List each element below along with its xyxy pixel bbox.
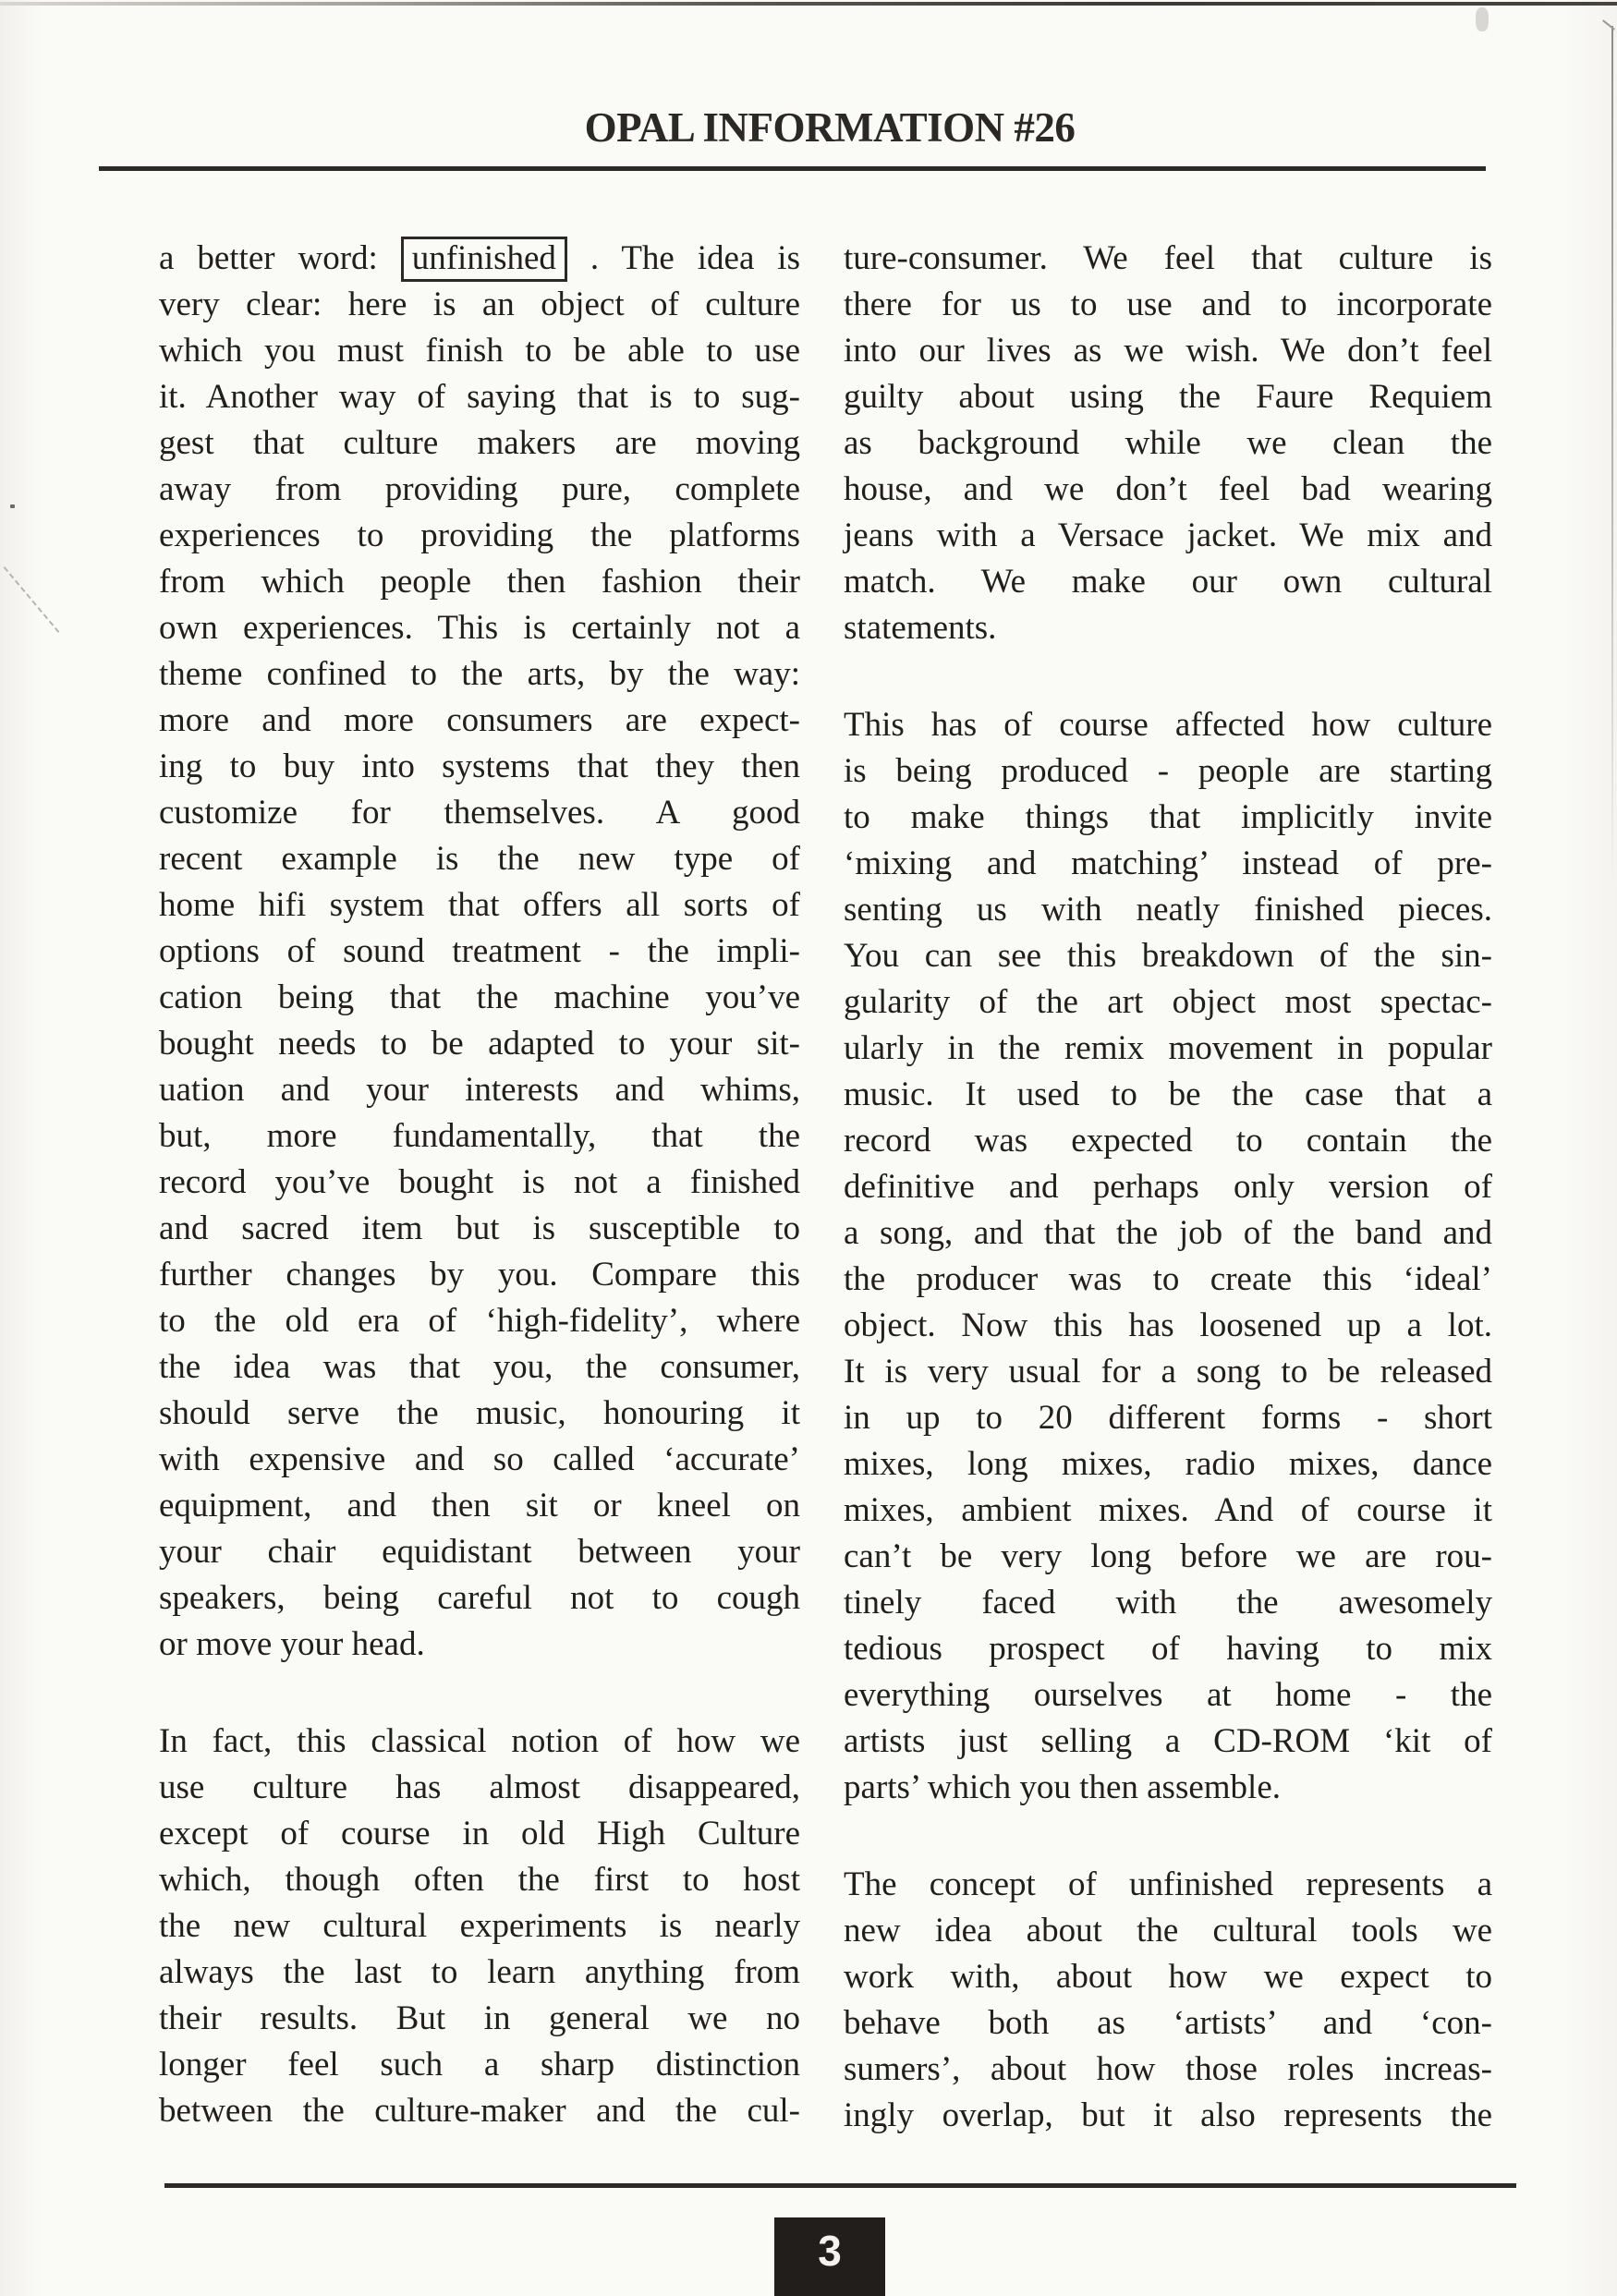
header-rule	[99, 166, 1486, 171]
text-line: In fact, this classical notion of how we	[159, 1722, 800, 1760]
text-line: mixes, ambient mixes. And of course it	[844, 1491, 1492, 1529]
text-line: ingly overlap, but it also represents the	[844, 2096, 1492, 2134]
scan-top-edge-artifact	[0, 2, 1617, 6]
text-line: ing to buy into systems that they then	[159, 747, 800, 785]
text-line: between the culture-maker and the cul-	[159, 2092, 800, 2130]
text-line: theme confined to the arts, by the way:	[159, 655, 800, 693]
text-line: cation being that the machine you’ve	[159, 978, 800, 1016]
text-line: speakers, being careful not to cough	[159, 1579, 800, 1617]
text-line: gularity of the art object most spectac-	[844, 983, 1492, 1021]
scan-diagonal-artifact	[4, 566, 60, 633]
footer-rule	[164, 2183, 1516, 2188]
column-right	[844, 236, 1492, 2139]
text-line: ture-consumer. We feel that culture is	[844, 239, 1492, 277]
text-line: should serve the music, honouring it	[159, 1394, 800, 1432]
text-line: everything ourselves at home - the	[844, 1676, 1492, 1714]
text-line: ularly in the remix movement in popular	[844, 1029, 1492, 1067]
text-line: further changes by you. Compare this	[159, 1256, 800, 1294]
text-line: recent example is the new type of	[159, 840, 800, 878]
text-line: longer feel such a sharp distinction	[159, 2046, 800, 2083]
page-number: 3	[818, 2227, 842, 2275]
text-line: or move your head.	[159, 1625, 425, 1663]
text-line: guilty about using the Faure Requiem	[844, 378, 1492, 416]
boxed-word: unfinished	[401, 237, 567, 282]
text-line: tinely faced with the awesomely	[844, 1584, 1492, 1622]
text-line: more and more consumers are expect-	[159, 701, 800, 739]
text-line: mixes, long mixes, radio mixes, dance	[844, 1445, 1492, 1483]
text-line: ‘mixing and matching’ instead of pre-	[844, 844, 1492, 882]
text-line: and sacred item but is susceptible to	[159, 1209, 800, 1247]
text-line: to the old era of ‘high-fidelity’, where	[159, 1302, 800, 1340]
text-line: music. It used to be the case that a	[844, 1075, 1492, 1113]
text-line: record was expected to contain the	[844, 1122, 1492, 1160]
scan-speck-artifact	[10, 504, 15, 508]
text-line: but, more fundamentally, that the	[159, 1117, 800, 1155]
text-line: the producer was to create this ‘ideal’	[844, 1260, 1492, 1298]
text-line: with expensive and so called ‘accurate’	[159, 1440, 800, 1478]
text-line: This has of course affected how culture	[844, 706, 1492, 744]
text-line: You can see this breakdown of the sin-	[844, 937, 1492, 975]
text-line: definitive and perhaps only version of	[844, 1168, 1492, 1206]
text-line: new idea about the cultural tools we	[844, 1912, 1492, 1950]
text-line: use culture has almost disappeared,	[159, 1768, 800, 1806]
text-line: record you’ve bought is not a finished	[159, 1163, 800, 1201]
text-line: experiences to providing the platforms	[159, 516, 800, 554]
text-line: a better word: unfinished . The idea is	[159, 236, 800, 282]
text-line: the new cultural experiments is nearly	[159, 1907, 800, 1945]
text-line: a song, and that the job of the band and	[844, 1214, 1492, 1252]
text-line: their results. But in general we no	[159, 1999, 800, 2037]
text-line: away from providing pure, complete	[159, 470, 800, 508]
page-title: OPAL INFORMATION #26	[584, 104, 1076, 151]
text-line: options of sound treatment - the impli-	[159, 932, 800, 970]
text-line: own experiences. This is certainly not a	[159, 609, 800, 647]
text-line: parts’ which you then assemble.	[844, 1768, 1281, 1806]
text-line: it. Another way of saying that is to sug-	[159, 378, 800, 416]
text-line: senting us with neatly finished pieces.	[844, 891, 1492, 929]
text-line: which you must finish to be able to use	[159, 332, 800, 370]
scan-corner-artifact	[1602, 19, 1615, 30]
scan-right-edge-artifact	[1611, 26, 1613, 885]
text-line: artists just selling a CD-ROM ‘kit of	[844, 1722, 1492, 1760]
paragraph	[844, 702, 1492, 1811]
text-line: tedious prospect of having to mix	[844, 1630, 1492, 1668]
paragraph	[159, 236, 800, 1668]
text-line: from which people then fashion their	[159, 563, 800, 601]
paragraph	[159, 1719, 800, 2134]
text-line: It is very usual for a song to be released	[844, 1353, 1492, 1391]
text-line: equipment, and then sit or kneel on	[159, 1487, 800, 1525]
text-line: work with, about how we expect to	[844, 1958, 1492, 1996]
text-line: The concept of unfinished represents a	[844, 1865, 1492, 1903]
text-line: except of course in old High Culture	[159, 1815, 800, 1853]
page-number-box	[774, 2217, 885, 2296]
text-line: can’t be very long before we are rou-	[844, 1537, 1492, 1575]
text-line: house, and we don’t feel bad wearing	[844, 470, 1492, 508]
text-line: into our lives as we wish. We don’t feel	[844, 332, 1492, 370]
text-line: the idea was that you, the consumer,	[159, 1348, 800, 1386]
paragraph	[844, 1862, 1492, 2139]
text-line: home hifi system that offers all sorts of	[159, 886, 800, 924]
scan-smudge-artifact	[1476, 7, 1489, 31]
text-line: which, though often the first to host	[159, 1861, 800, 1899]
text-line: to make things that implicitly invite	[844, 798, 1492, 836]
text-line: jeans with a Versace jacket. We mix and	[844, 516, 1492, 554]
text-line: statements.	[844, 609, 997, 647]
text-line: object. Now this has loosened up a lot.	[844, 1306, 1492, 1344]
paragraph	[844, 236, 1492, 651]
text-line: customize for themselves. A good	[159, 794, 800, 832]
text-line: is being produced - people are starting	[844, 752, 1492, 790]
text-line: in up to 20 different forms - short	[844, 1399, 1492, 1437]
text-line: sumers’, about how those roles increas-	[844, 2050, 1492, 2088]
column-left	[159, 236, 800, 2134]
text-line: behave both as ‘artists’ and ‘con-	[844, 2004, 1492, 2042]
text-line: very clear: here is an object of culture	[159, 285, 800, 323]
text-line: gest that culture makers are moving	[159, 424, 800, 462]
text-line: bought needs to be adapted to your sit-	[159, 1025, 800, 1063]
text-line: always the last to learn anything from	[159, 1953, 800, 1991]
text-line: match. We make our own cultural	[844, 563, 1492, 601]
text-line: there for us to use and to incorporate	[844, 285, 1492, 323]
text-line: your chair equidistant between your	[159, 1533, 800, 1571]
text-line: uation and your interests and whims,	[159, 1071, 800, 1109]
text-line: as background while we clean the	[844, 424, 1492, 462]
